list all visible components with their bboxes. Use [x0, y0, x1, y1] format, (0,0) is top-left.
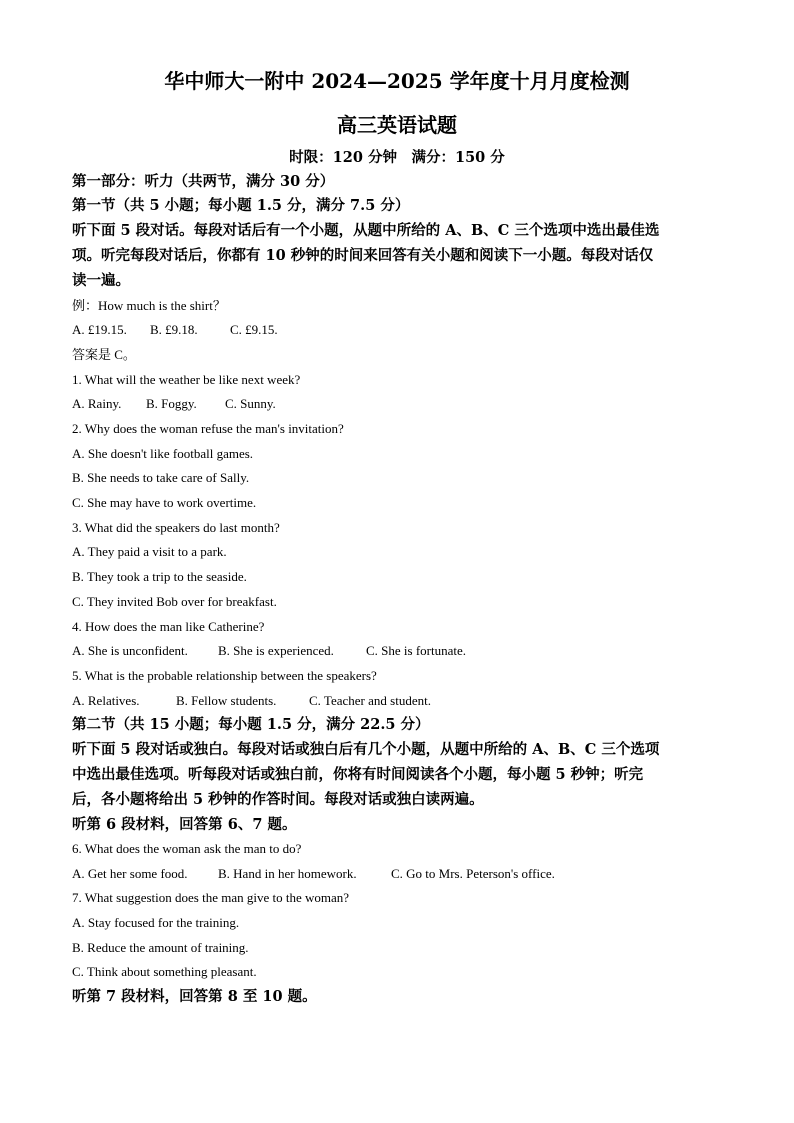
- section2-instruction-line1: 听下面 5 段对话或独白。每段对话或独白后有几个小题，从题中所给的 A、B、C 三个选项: [72, 741, 660, 758]
- question-7: 7. What suggestion does the man give to the woman?: [72, 890, 350, 905]
- option-b: B. Foggy.: [146, 396, 197, 411]
- question-3-option-a: A. They paid a visit to a park.: [72, 544, 227, 559]
- option-a: A. Relatives.: [72, 693, 140, 708]
- question-5-options: [72, 692, 722, 710]
- question-4-options: [72, 642, 722, 660]
- part1-heading: 第一部分：听力（共两节，满分 30 分）: [72, 173, 335, 190]
- option-a: A. Rainy.: [72, 396, 122, 411]
- section2-heading: 第二节（共 15 小题；每小题 1.5 分，满分 22.5 分）: [72, 716, 430, 733]
- question-1-options: [72, 395, 722, 413]
- example-answer: 答案是 C。: [72, 347, 136, 362]
- question-3-option-c: C. They invited Bob over for breakfast.: [72, 594, 277, 609]
- example-question: 例：How much is the shirt？: [72, 298, 226, 313]
- material-7-heading: 听第 7 段材料，回答第 8 至 10 题。: [72, 988, 317, 1005]
- question-2-option-c: C. She may have to work overtime.: [72, 495, 257, 510]
- question-6: 6. What does the woman ask the man to do?: [72, 841, 302, 856]
- exam-time-score: 时限：120 分钟 满分：150 分: [289, 149, 505, 166]
- section2-instruction-line2: 中选出最佳选项。听每段对话或独白前，你将有时间阅读各个小题，每小题 5 秒钟；听完: [72, 766, 644, 783]
- section2-instruction-line3: 后，各小题将给出 5 秒钟的作答时间。每段对话或独白读两遍。: [72, 791, 484, 808]
- option-b: B. £9.18.: [150, 322, 198, 337]
- question-7-option-a: A. Stay focused for the training.: [72, 915, 240, 930]
- question-7-option-b: B. Reduce the amount of training.: [72, 940, 249, 955]
- question-3: 3. What did the speakers do last month?: [72, 520, 280, 535]
- question-2-option-b: B. She needs to take care of Sally.: [72, 470, 250, 485]
- option-a: A. £19.15.: [72, 322, 127, 337]
- exam-subtitle: 高三英语试题: [337, 113, 457, 137]
- question-7-option-c: C. Think about something pleasant.: [72, 964, 257, 979]
- section1-instruction-line3: 读一遍。: [72, 272, 130, 289]
- question-6-options: [72, 865, 722, 883]
- option-b: B. Fellow students.: [176, 693, 277, 708]
- option-c: C. She is fortunate.: [366, 643, 467, 658]
- option-a: A. Get her some food.: [72, 866, 188, 881]
- option-c: C. £9.15.: [230, 322, 278, 337]
- option-b: B. She is experienced.: [218, 643, 334, 658]
- question-2-option-a: A. She doesn't like football games.: [72, 446, 254, 461]
- exam-title: 华中师大一附中 2024—2025 学年度十月月度检测: [164, 69, 630, 93]
- option-a: A. She is unconfident.: [72, 643, 188, 658]
- section1-instruction-line1: 听下面 5 段对话。每段对话后有一个小题，从题中所给的 A、B、C 三个选项中选出最佳选: [72, 222, 660, 239]
- question-3-option-b: B. They took a trip to the seaside.: [72, 569, 247, 584]
- question-5: 5. What is the probable relationship between the speakers?: [72, 668, 377, 683]
- example-options: [72, 321, 722, 339]
- option-c: C. Teacher and student.: [309, 693, 431, 708]
- option-c: C. Go to Mrs. Peterson's office.: [391, 866, 555, 881]
- question-2: 2. Why does the woman refuse the man's invitation?: [72, 421, 344, 436]
- material-6-heading: 听第 6 段材料，回答第 6、7 题。: [72, 816, 297, 833]
- question-1: 1. What will the weather be like next week?: [72, 372, 301, 387]
- section1-heading: 第一节（共 5 小题；每小题 1.5 分，满分 7.5 分）: [72, 197, 410, 214]
- section1-instruction-line2: 项。听完每段对话后，你都有 10 秒钟的时间来回答有关小题和阅读下一小题。每段对话仅: [72, 247, 654, 264]
- option-c: C. Sunny.: [225, 396, 276, 411]
- question-4: 4. How does the man like Catherine?: [72, 619, 265, 634]
- option-b: B. Hand in her homework.: [218, 866, 357, 881]
